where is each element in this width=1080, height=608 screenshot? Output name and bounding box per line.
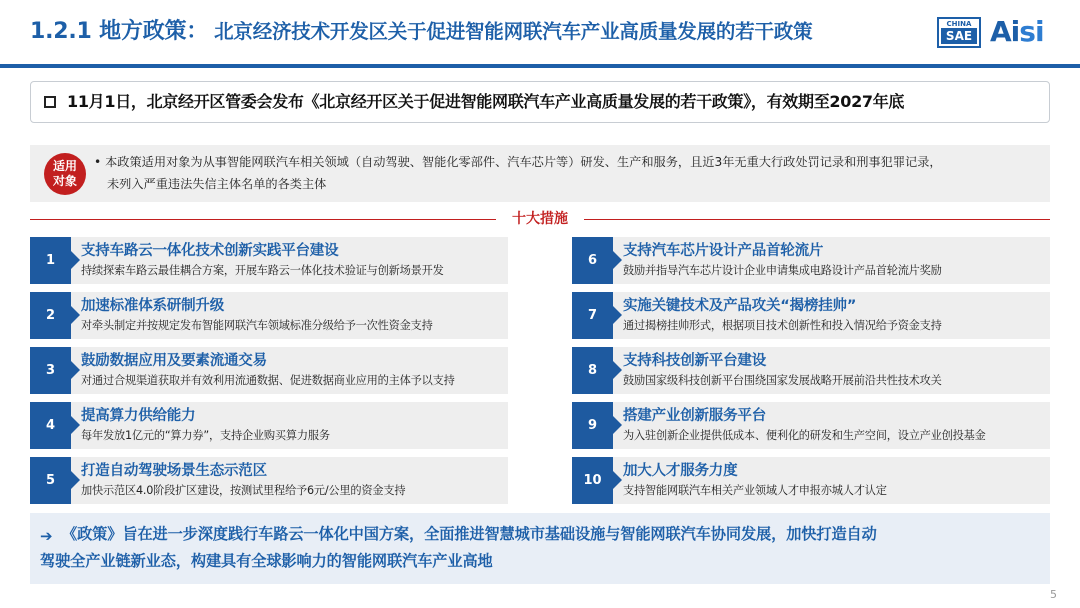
scope-badge-line1: 适用 — [52, 159, 77, 173]
measure-card-7 — [572, 292, 1050, 339]
measure-number: 9 — [572, 402, 613, 449]
aisi-logo-part-a: Ai — [990, 15, 1020, 48]
header-divider — [0, 64, 1080, 68]
measure-desc: 对通过合规渠道获取并有效利用流通数据、促进数据商业应用的主体予以支持 — [81, 374, 455, 387]
measure-number: 1 — [30, 237, 71, 284]
conclusion-line-2: 驾驶全产业链新业态，构建具有全球影响力的智能网联汽车产业高地 — [40, 552, 493, 570]
measure-card-10 — [572, 457, 1050, 504]
scope-badge — [44, 153, 86, 195]
measure-title: 加大人才服务力度 — [623, 463, 738, 479]
arrow-right-icon: ➔ — [40, 527, 53, 545]
measure-title: 打造自动驾驶场景生态示范区 — [81, 463, 267, 479]
square-bullet-icon — [44, 96, 56, 108]
measure-desc: 对牵头制定并按规定发布智能网联汽车领域标准分级给予一次性资金支持 — [81, 319, 433, 332]
aisi-logo — [990, 12, 1044, 52]
measure-desc: 加快示范区4.0阶段扩区建设，按测试里程给予6元/公里的资金支持 — [81, 484, 406, 497]
measure-card-8 — [572, 347, 1050, 394]
measures-title: 十大措施 — [512, 211, 568, 227]
measure-number: 10 — [572, 457, 613, 504]
measure-title: 搭建产业创新服务平台 — [623, 408, 766, 424]
scope-text — [94, 151, 1044, 195]
scope-line-2: 未列入严重违法失信主体名单的各类主体 — [107, 177, 327, 191]
measure-card-9 — [572, 402, 1050, 449]
sae-logo-main-text: SAE — [941, 28, 977, 44]
scope-line-1: 本政策适用对象为从事智能网联汽车相关领域（自动驾驶、智能化零部件、汽车芯片等）研发、生产和服务，且近3年无重大行政处罚记录和刑事犯罪记录， — [105, 155, 942, 169]
measure-desc: 持续探索车路云最佳耦合方案，开展车路云一体化技术验证与创新场景开发 — [81, 264, 444, 277]
announcement-text: 11月1日，北京经开区管委会发布《北京经开区关于促进智能网联汽车产业高质量发展的若干政策》，有效期至2027年底 — [67, 92, 905, 111]
measure-number: 2 — [30, 292, 71, 339]
scope-badge-line2: 对象 — [52, 174, 77, 188]
aisi-logo-part-b: si — [1019, 15, 1044, 48]
measure-desc: 通过揭榜挂帅形式，根据项目技术创新性和投入情况给予资金支持 — [623, 319, 942, 332]
measures-rule-right — [584, 219, 1050, 220]
title-text: 北京经济技术开发区关于促进智能网联汽车产业高质量发展的若干政策 — [214, 20, 813, 43]
measure-desc: 每年发放1亿元的“算力券”，支持企业购买算力服务 — [81, 429, 330, 442]
measure-title: 支持科技创新平台建设 — [623, 353, 766, 369]
measure-desc: 鼓励并指导汽车芯片设计企业申请集成电路设计产品首轮流片奖励 — [623, 264, 942, 277]
measure-card-6 — [572, 237, 1050, 284]
measure-desc: 为入驻创新企业提供低成本、便利化的研发和生产空间，设立产业创投基金 — [623, 429, 986, 442]
measure-title: 鼓励数据应用及要素流通交易 — [81, 353, 267, 369]
measure-title: 实施关键技术及产品攻关“揭榜挂帅” — [623, 298, 857, 314]
sae-logo-top-text: CHINA — [946, 20, 972, 28]
china-sae-logo — [937, 17, 981, 48]
measure-title: 支持汽车芯片设计产品首轮流片 — [623, 243, 824, 259]
page-number: 5 — [1050, 588, 1057, 601]
conclusion-box — [30, 513, 1050, 584]
scope-bullet-icon: • — [94, 155, 102, 169]
measure-card-1 — [30, 237, 508, 284]
page-title — [30, 10, 812, 54]
measure-number: 4 — [30, 402, 71, 449]
measures-rule-left — [30, 219, 496, 220]
measure-number: 6 — [572, 237, 613, 284]
measure-card-5 — [30, 457, 508, 504]
measure-number: 7 — [572, 292, 613, 339]
measure-title: 提高算力供给能力 — [81, 408, 196, 424]
measure-title: 支持车路云一体化技术创新实践平台建设 — [81, 243, 339, 259]
measure-number: 5 — [30, 457, 71, 504]
measure-title: 加速标准体系研制升级 — [81, 298, 224, 314]
section-label: 1.2.1 地方政策： — [30, 19, 209, 44]
measure-card-4 — [30, 402, 508, 449]
announcement-box — [30, 81, 1050, 123]
conclusion-line-1: 《政策》旨在进一步深度践行车路云一体化中国方案，全面推进智慧城市基础设施与智能网联汽车协同发展，加快打造自动 — [62, 525, 877, 543]
measure-desc: 支持智能网联汽车相关产业领域人才申报亦城人才认定 — [623, 484, 887, 497]
measure-desc: 鼓励国家级科技创新平台围绕国家发展战略开展前沿共性技术攻关 — [623, 374, 942, 387]
measure-card-2 — [30, 292, 508, 339]
measure-number: 3 — [30, 347, 71, 394]
measure-card-3 — [30, 347, 508, 394]
measure-number: 8 — [572, 347, 613, 394]
conclusion-text — [40, 521, 1042, 575]
